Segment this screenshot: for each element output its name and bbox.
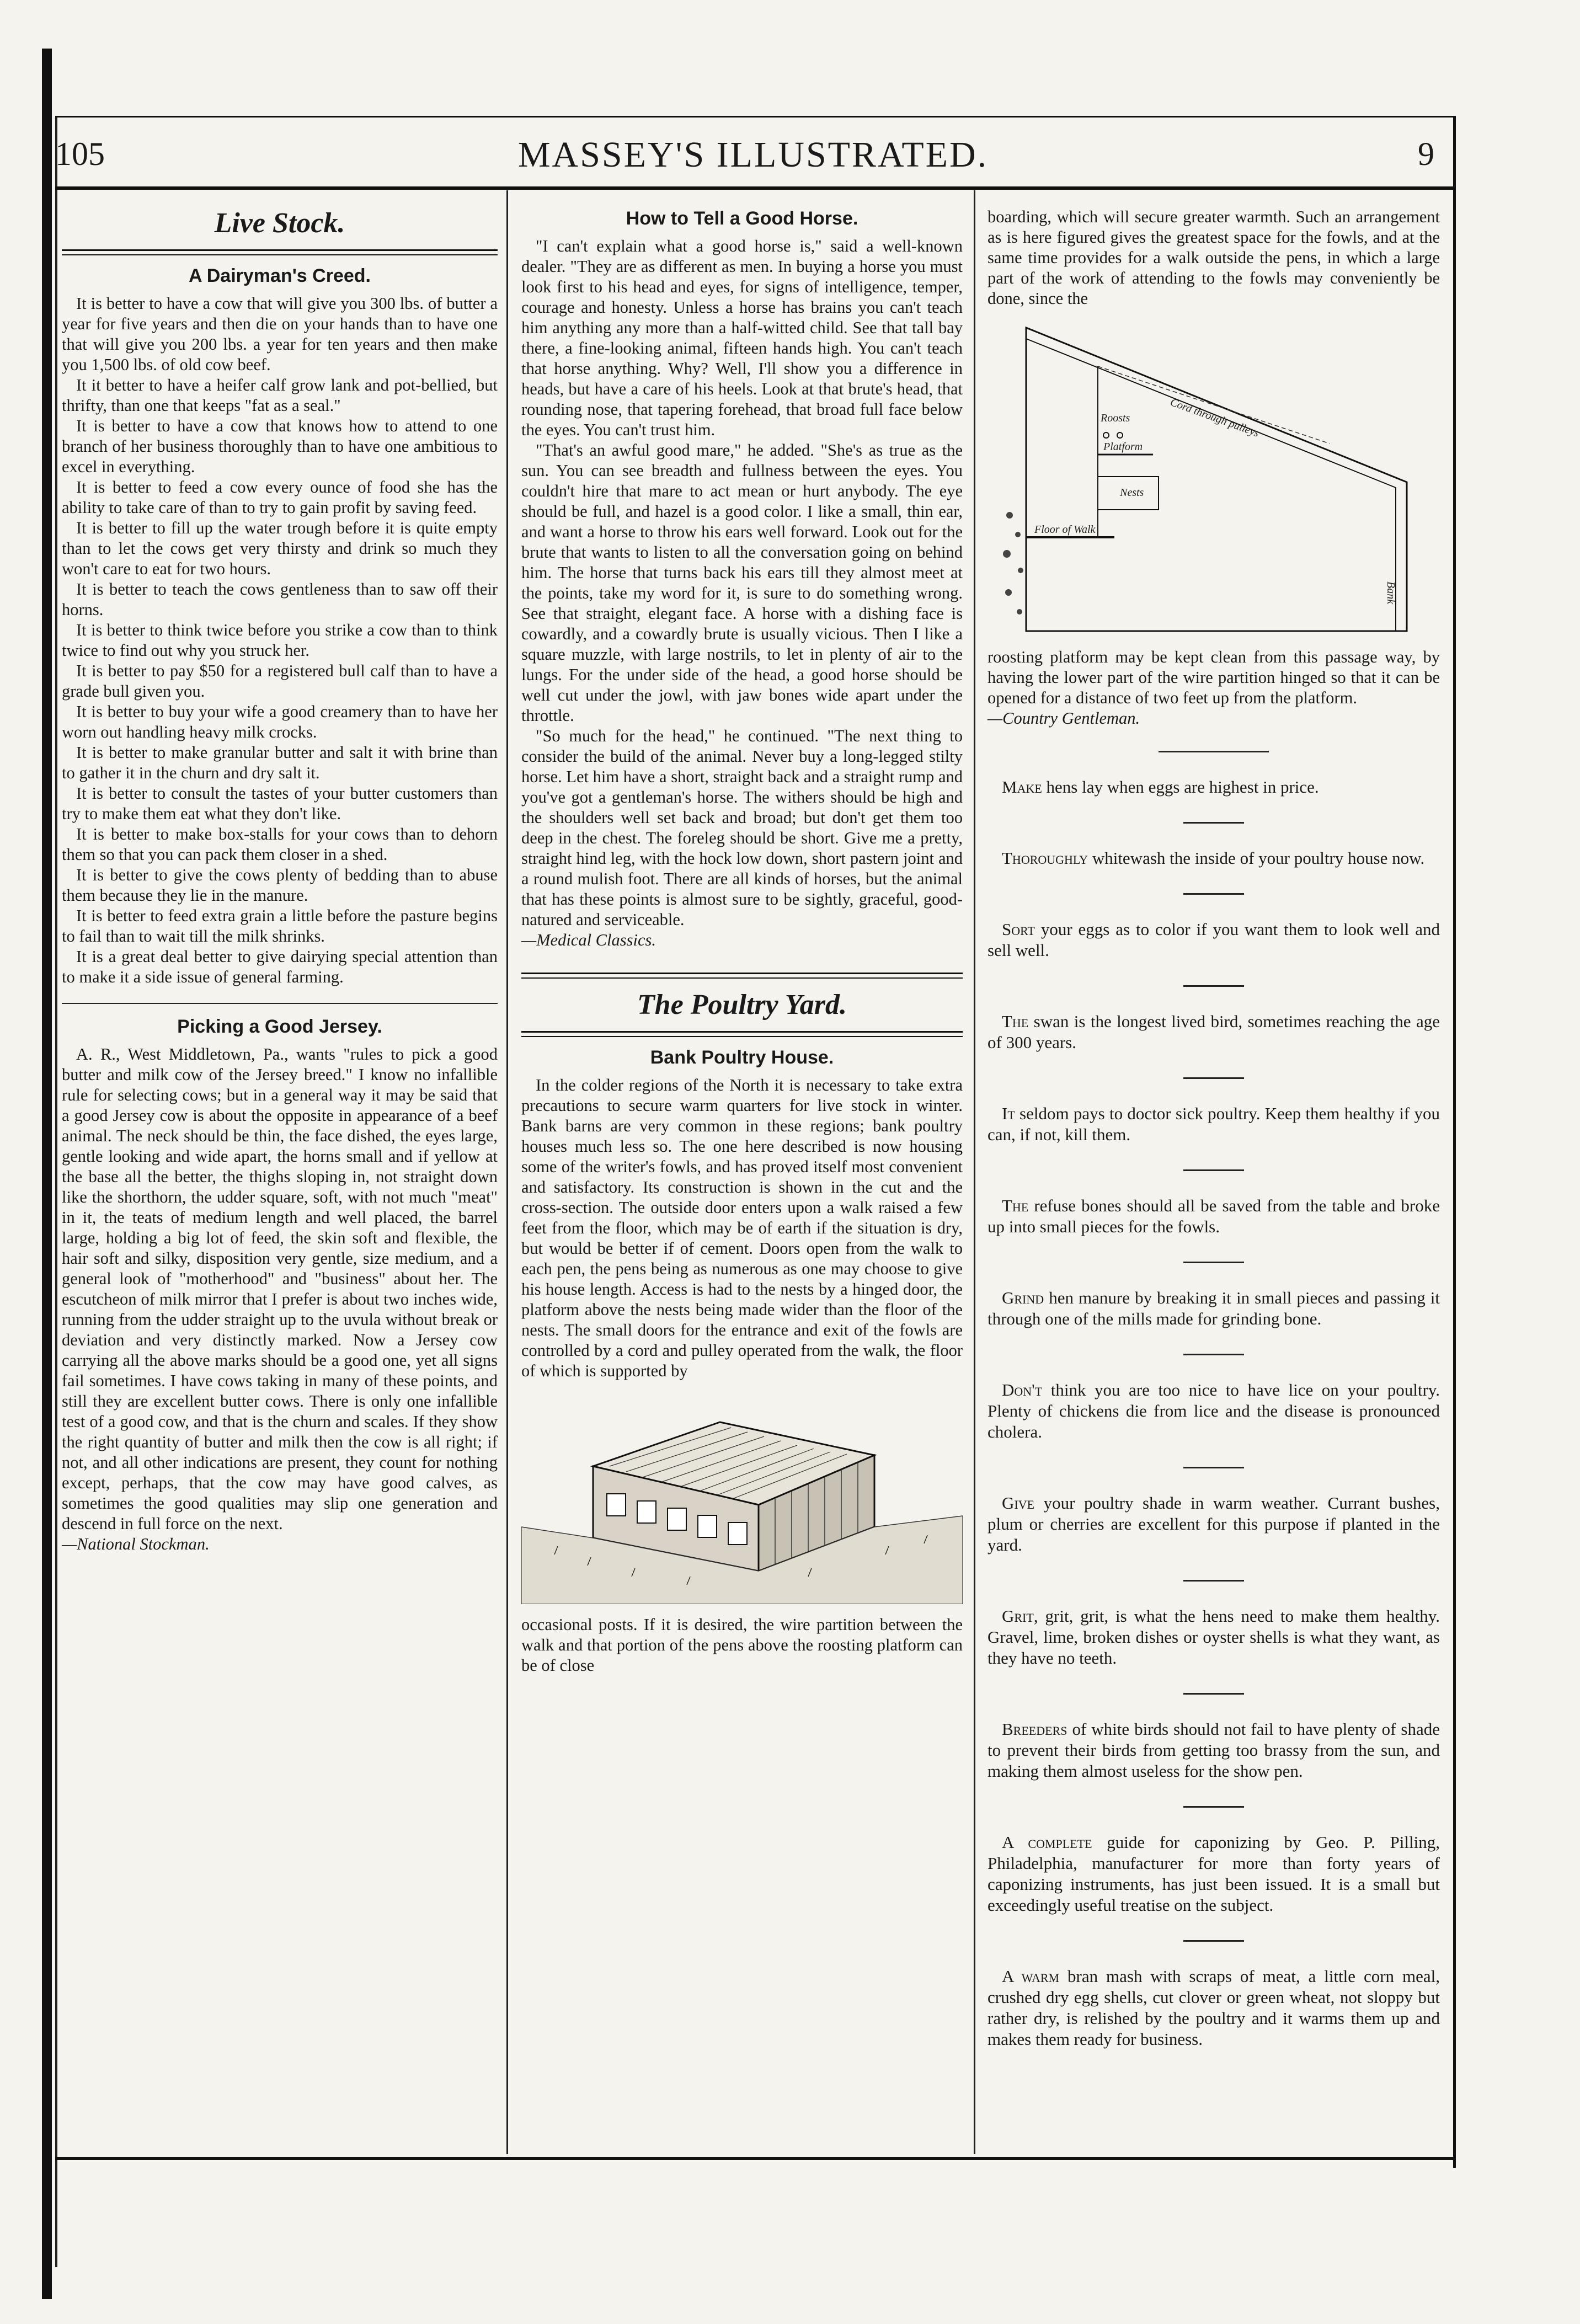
roof-line-inner: [1026, 339, 1396, 631]
poultry-note: Breeders of white birds should not fail to have plenty of shade to prevent their birds from getting too brassy from the sun, and making them almost useless for the show pen.: [988, 1719, 1440, 1781]
paragraph: It is better to have a cow that knows how to attend to one branch of her business thoroughly than to have one ambitious to excel in everything.: [62, 416, 498, 476]
headline-dairymans-creed: A Dairyman's Creed.: [189, 265, 371, 286]
binding-margin-bar: [42, 49, 52, 2299]
masthead-title: MASSEY'S ILLUSTRATED.: [517, 135, 989, 175]
footer-rule: [55, 2157, 1454, 2160]
note-rule: [1159, 751, 1269, 752]
label-roosts: Roosts: [1101, 412, 1130, 424]
page-number-right: 9: [1418, 136, 1434, 172]
note-rule: [1183, 1580, 1244, 1582]
note-rule: [1183, 985, 1244, 987]
paragraph: It is better to make granular butter and salt it with brine than to gather it in the churn and dry salt it.: [62, 743, 498, 782]
roost-bar: [1117, 432, 1123, 438]
section-heading-live-stock: Live Stock.: [214, 207, 345, 239]
note-rule: [1183, 1077, 1244, 1079]
page-number-left: 105: [55, 136, 105, 172]
paragraph: "That's an awful good mare," he added. "She's as true as the sun. You can see breadth and fullness between the eyes. You couldn't hire that mare to act mean or hurt anybody. The eye should be full, and hazel is a good color. I like a small, thin ear, and want a horse to throw his ears well forward. Look out for the brute that wants to listen to all the conversation going on behind him. The horse that turns back his ears till they almost meet at the points, take my word for it, is sure to do something wrong. See that straight, elegant face. A horse with a dishing face is cowardly, and a cowardly brute is usually vicious. Then I like a square muzzle, with large nostrils, to let in plenty of air to the lungs. For the under side of the head, a good horse should be well cut under the jowl, with jaw bones wide apart under the throttle.: [521, 441, 963, 725]
right-border-line: [1453, 116, 1456, 2168]
poultry-note: The refuse bones should all be saved from the table and broke up into small pieces for the fowls.: [988, 1196, 1440, 1236]
note-rule: [1183, 1467, 1244, 1468]
column-1: [62, 207, 498, 1554]
poultry-note: Grit, grit, grit, is what the hens need to make them healthy. Gravel, lime, broken dishes or oyster shells is what they want, as they have no teeth.: [988, 1606, 1440, 1668]
section-outline: [1026, 328, 1407, 631]
column-2: [521, 207, 963, 1676]
paragraph: It it better to have a heifer calf grow lank and pot-bellied, but thrifty, than one that keeps "fat as a seal.": [62, 376, 498, 415]
cross-section-diagram: [988, 317, 1440, 637]
paragraph: It is better to feed a cow every ounce of food she has the ability to take care of than to try to gain profit by saving feed.: [62, 478, 498, 517]
label-floor: Floor of Walk: [1034, 523, 1096, 536]
column-3: [988, 207, 1440, 2050]
section-heading-poultry-yard: The Poultry Yard.: [637, 989, 847, 1021]
poultry-note: It seldom pays to doctor sick poultry. Keep them healthy if you can, if not, kill them.: [988, 1104, 1440, 1144]
poultry-note: Grind hen manure by breaking it in small pieces and passing it through one of the mills made for grinding bone.: [988, 1288, 1440, 1328]
paragraph: roosting platform may be kept clean from this passage way, by having the lower part of the wire partition hinged so that it can be opened for a distance of two feet up from the platform.: [988, 648, 1440, 707]
note-rule: [1183, 1940, 1244, 1942]
section-rule: [62, 249, 498, 255]
section-rule: [521, 973, 963, 979]
headline-good-horse: How to Tell a Good Horse.: [626, 208, 858, 229]
paragraph: It is better to feed extra grain a little before the pasture begins to fail than to wait till the milk shrinks.: [62, 906, 498, 945]
poultry-note: Make hens lay when eggs are highest in price.: [1002, 777, 1319, 797]
paragraph-continuation: occasional posts. If it is desired, the wire partition between the walk and that portion of the pens above the roosting platform can be of close: [521, 1615, 963, 1675]
label-cord: Cord through pulleys: [1168, 396, 1261, 440]
note-rule: [1183, 893, 1244, 895]
article-signature: —Country Gentleman.: [988, 709, 1140, 728]
column-divider-2: [974, 190, 975, 2154]
note-rule: [1183, 1354, 1244, 1355]
article-signature: —Medical Classics.: [521, 931, 656, 949]
column-divider-1: [506, 190, 508, 2154]
header-rule-top: [55, 116, 1454, 117]
note-rule: [1183, 1806, 1244, 1808]
poultry-house-illustration: [521, 1389, 963, 1604]
label-nests: Nests: [1120, 487, 1144, 499]
poultry-note: A warm bran mash with scraps of meat, a little corn meal, crushed dry egg shells, cut clover or green wheat, not sloppy but rather dry, is relished by the poultry and it warms them up and makes them ready for business.: [988, 1967, 1440, 2049]
poultry-notes: [988, 777, 1440, 2050]
headline-picking-jersey: Picking a Good Jersey.: [177, 1016, 382, 1037]
paragraph: It is better to think twice before you strike a cow than to think twice to find out why you struck her.: [62, 621, 498, 660]
section-rule: [521, 1031, 963, 1037]
paragraph: It is better to fill up the water trough before it is quite empty than to let the cows get very thirsty and drink so much they won't care to eat for two hours.: [62, 519, 498, 578]
paragraph: It is better to pay $50 for a registered bull calf than to have a grade bull given you.: [62, 661, 498, 701]
paragraph: It is better to have a cow that will give you 300 lbs. of butter a year for five years and then die on your hands than to have one that will give you 200 lbs. a year for ten years and then make you 1,500 lbs. of old cow beef.: [62, 294, 498, 374]
note-rule: [1183, 822, 1244, 824]
poultry-note: Sort your eggs as to color if you want them to look well and sell well.: [988, 920, 1440, 960]
article-rule: [62, 1003, 498, 1004]
note-rule: [1183, 1169, 1244, 1171]
page-header: [55, 124, 1451, 190]
cord-line: [1098, 366, 1330, 444]
left-border-line: [55, 116, 57, 2267]
paragraph: "I can't explain what a good horse is," said a well-known dealer. "They are as different as men. In buying a horse you must look first to his head and eyes, for signs of intelligence, temper, courage and honesty. Unless a horse has brains you can't teach him anything any more than a half-witted child. See that tall bay there, a fine-looking animal, fifteen hands high. You can't teach that horse anything. Why? Well, I'll show you a difference in heads, but have a care of his heels. Look at that brute's head, that rounding nose, that tapering forehead, that broad full face below the eyes. You can't trust him.: [521, 237, 963, 439]
paragraph: In the colder regions of the North it is necessary to take extra precautions to secure warm quarters for live stock in winter. Bank barns are very common in these regions; bank poultry houses much less so. The one here described is now housing some of the writer's fowls, and has proved itself most convenient and satisfactory. Its construction is shown in the cut and the cross-section. The outside door enters upon a walk raised a few feet from the floor, which may be of earth if the situation is dry, but would be better if of cement. Doors open from the walk to each pen, the pens being as numerous as one may choose to give his house length. Access is had to the nests by a hinged door, the platform above the nests being made wider than the floor of the nests. The small doors for the entrance and exit of the fowls are controlled by a cord and pulley operated from the walk, the floor of which is supported by: [521, 1076, 963, 1380]
label-bank: Bank: [1385, 581, 1397, 605]
paragraph-continued: boarding, which will secure greater warmth. Such an arrangement as is here figured gives the greatest space for the fowls, and at the same time provides for a walk outside the pens, in which a large part of the work of attending to the fowls may conveniently be done, since the: [988, 207, 1440, 308]
poultry-note: The swan is the longest lived bird, sometimes reaching the age of 300 years.: [988, 1012, 1440, 1052]
poultry-note: Give your poultry shade in warm weather. Currant bushes, plum or cherries are excellent for this purpose if planted in the yard.: [988, 1493, 1440, 1554]
header-rule-bottom: [55, 186, 1454, 190]
article-signature: —National Stockman.: [62, 1535, 210, 1553]
paragraph: "So much for the head," he continued. "The next thing to consider the build of the animal. Never buy a long-legged stilty horse. Let him have a short, straight back and a straight rump and you've got a gentleman's horse. The withers should be high and the shoulders well set back and broad; but don't get them too deep in the chest. The foreleg should be short. Give me a pretty, straight hind leg, with the hock low down, short pastern joint and a round mulish foot. There are all kinds of horses, but the animal that has these points is almost sure to be sightly, graceful, good-natured and serviceable.: [521, 726, 963, 929]
paragraph: It is better to give the cows plenty of bedding than to abuse them because they lie in the manure.: [62, 866, 498, 905]
paragraph: It is better to consult the tastes of your butter customers than try to make them eat what they don't like.: [62, 784, 498, 823]
bank-rubble: [1003, 512, 1023, 615]
headline-bank-poultry-house: Bank Poultry House.: [650, 1047, 834, 1068]
article-dairymans-creed: [62, 293, 498, 987]
article-good-horse: [521, 236, 963, 950]
paragraph: It is better to buy your wife a good creamery than to have her worn out handling heavy milk crocks.: [62, 702, 498, 741]
article-bank-poultry-house: [521, 1075, 963, 1381]
article-picking-jersey: [62, 1044, 498, 1554]
roost-bar: [1103, 432, 1109, 438]
poultry-note: Don't think you are too nice to have lice on your poultry. Plenty of chickens die from lice and the disease is pronounced cholera.: [988, 1380, 1440, 1441]
paragraph: It is a great deal better to give dairying special attention than to make it a side issue of general farming.: [62, 947, 498, 986]
poultry-note: Thoroughly whitewash the inside of your poultry house now.: [1002, 848, 1425, 868]
paragraph: A. R., West Middletown, Pa., wants "rules to pick a good butter and milk cow of the Jersey breed." I know no infallible rule for selecting cows; but in a general way it may be said that a good Jersey cow is about the opposite in appearance of a beef animal. The neck should be thin, the face dished, the eyes large, gentle looking and wide apart, the horns small and if yellow at the base all the better, the thighs sloping in, not straight down like the shorthorn, the udder square, soft, with not much "meat" in it, the teats of medium length and well placed, the barrel large, holding a big lot of feed, the skin soft and flexible, the hair soft and silky, disposition very gentle, size medium, and a general look of "motherhood" and "business" about her. The escutcheon of milk mirror that I prefer is about two inches wide, running from the udder straight up to the uvula without break or deviation and very distinctly marked. Now a Jersey cow carrying all the above marks should be a good one, yet all signs fail sometimes. I have cows taking in many of these points, and still they are excellent butter cows. There is only one infallible test of a good cow, and that is the churn and scales. If they show the right quantity of butter and milk then the cow is all right; if not, and all other indications are present, they count for nothing except, perhaps, that the cow may have good calves, as sometimes the good qualities may slip one generation and descend in full force on the next.: [62, 1045, 498, 1533]
paragraph: It is better to make box-stalls for your cows than to dehorn them so that you can pack them closer in a shed.: [62, 825, 498, 864]
label-platform: Platform: [1103, 441, 1143, 453]
poultry-note: A complete guide for caponizing by Geo. P. Pilling, Philadelphia, manufacturer for more than forty years of caponizing instruments, has just been issued. It is a small but exceedingly useful treatise on the subject.: [988, 1833, 1440, 1915]
paragraph: It is better to teach the cows gentleness than to saw off their horns.: [62, 580, 498, 619]
note-rule: [1183, 1693, 1244, 1695]
note-rule: [1183, 1262, 1244, 1263]
